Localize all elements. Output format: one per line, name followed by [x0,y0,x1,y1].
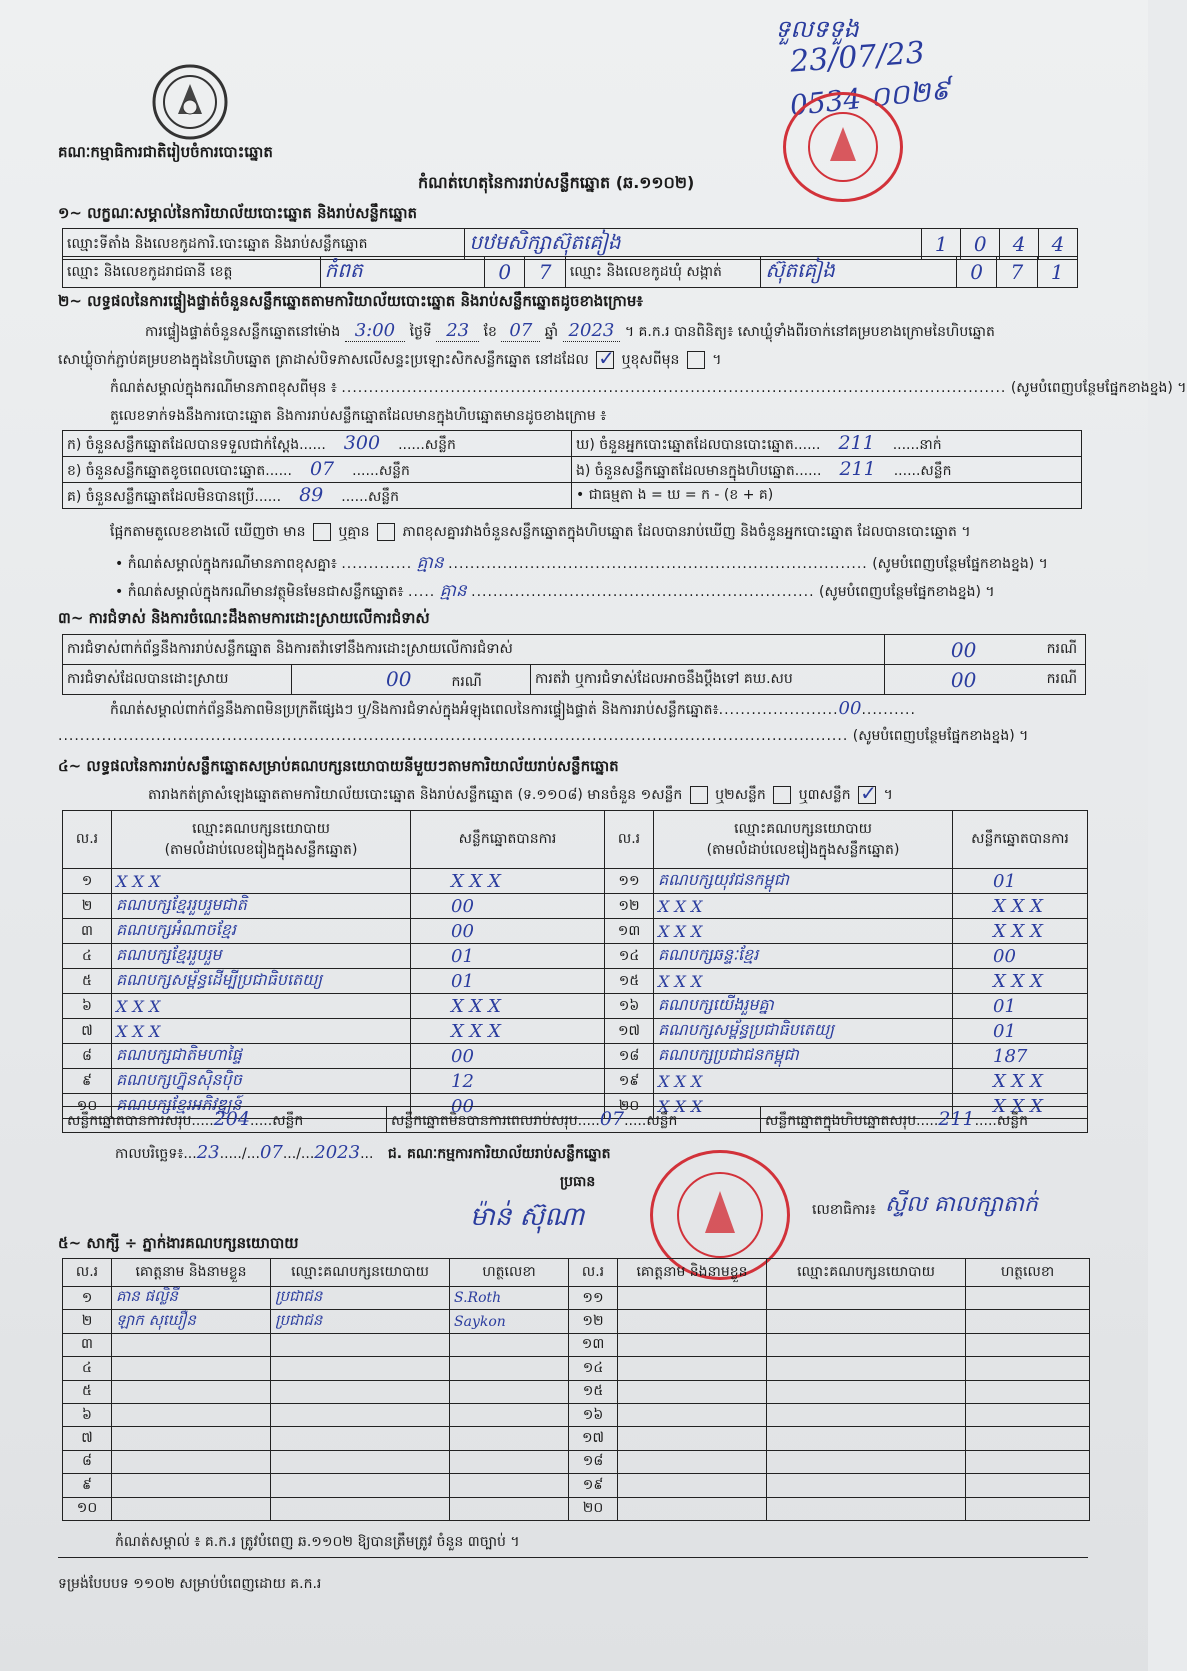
witness-party [767,1380,966,1403]
witness-signature [966,1497,1090,1520]
table-row [63,1287,1090,1310]
bullet-2-value: គ្មាន [439,581,467,601]
secretary-signature: ស្ទីល គាលក្សាតាក់ [885,1192,1038,1217]
witness-party [767,1310,966,1333]
witness-name [618,1333,767,1356]
table-row [63,1019,1088,1044]
party-votes: 00 [411,919,605,944]
witness-name [112,1497,271,1520]
party-votes: X X X [953,894,1088,919]
verify-time: 3:00 [345,320,405,342]
row-number: ៤ [63,944,112,969]
bullet-2: • កំណត់សម្គាល់ក្នុងករណីមានវត្ថុមិនមែនជាសន្លឹកឆ្នោត៖ ..... គ្មាន ............................................................... (សូមបំពេញបន្ថែមផ្នែកខាងខ្នង) ។ [115,581,995,601]
witness-signature [450,1380,569,1403]
verify-year: 2023 [563,320,621,342]
location-digit: 4 [1000,229,1039,260]
location-label: ឈ្មោះទីតាំង និងលេខកូដការិ.បោះឆ្នោត និងរាប់សន្លឹកឆ្នោត [63,229,465,260]
witness-name [618,1357,767,1380]
row-number: ៧ [63,1427,112,1450]
province-label: ឈ្មោះ និងលេខកូដរាជធានី ខេត្ត [63,257,321,288]
witness-signature [966,1403,1090,1426]
commune-label: ឈ្មោះ និងលេខកូដឃុំ សង្កាត់ [565,257,761,288]
commune-digit: 0 [956,257,996,288]
chair-signature: ម៉ាន់ ស៊ុណា [470,1202,585,1232]
row-number: ១៧ [605,1019,654,1044]
table-row [63,1450,1090,1473]
table-row [63,1044,1088,1069]
witness-name [112,1357,271,1380]
col-sign: ហត្ថលេខា [966,1259,1090,1287]
witness-party [271,1474,450,1497]
section2-title: ២~ លទ្ធផលនៃការផ្ទៀងផ្ទាត់ចំនួនសន្លឹកឆ្នោតតាមការិយាល័យបោះឆ្នោត និងរាប់សន្លឹកឆ្នោតដូចខាងក្រោម៖ [58,292,643,310]
witness-signature [450,1333,569,1356]
witness-name [618,1403,767,1426]
row-number: ៨ [63,1450,112,1473]
witness-signature [966,1450,1090,1473]
row-number: ១៣ [605,919,654,944]
party-name: គណបក្សខ្មែររួបរួមជាតិ [112,894,411,919]
section5-title: ៥~ សាក្សី ÷ ភ្នាក់ងារគណបក្សនយោបាយ [58,1234,299,1252]
chair-label: ប្រធាន [560,1174,596,1190]
col-no: ល.រ [605,811,654,869]
footer-form-ref: ទម្រង់បែបបទ ១១០២ សម្រាប់បំពេញដោយ គ.ក.រ [58,1576,322,1592]
witness-signature [966,1427,1090,1450]
row-number: ២ [63,894,112,919]
row-number: ១៥ [605,969,654,994]
verify-line: ការផ្ទៀងផ្ទាត់ចំនួនសន្លឹកឆ្នោតនៅម៉ោង 3:00 ថ្ងៃទី 23 ខែ 07 ឆ្នាំ 2023 ។ គ.ក.រ បានពិនិត្យ៖ សោឃ្លុំទាំងពីរចាក់នៅគម្របខាងក្រោមនៃហិបឆ្នោត [145,320,995,341]
table-row [63,1427,1090,1450]
row-number: ១២ [605,894,654,919]
row-number: ៧ [63,1019,112,1044]
section4-title: ៤~ លទ្ធផលនៃការរាប់សន្លឹកឆ្នោតសម្រាប់គណបក្សនយោបាយនីមួយៗតាមការិយាល័យរាប់សន្លឹកឆ្នោត [58,757,619,775]
row-number: ៩ [63,1474,112,1497]
witness-party [767,1497,966,1520]
row-number: ៣ [63,919,112,944]
table-row [63,869,1088,894]
section3-note-line2: ................................................................................................................................................. (សូមបំពេញបន្ថែមផ្នែកខាងខ្នង) ។ [58,728,1029,744]
witness-table [62,1258,1090,1521]
verify-line-2: សោឃ្លុំចាក់ភ្ជាប់គម្របខាងក្នុងនៃហិបឆ្នោត ត្រាដាស់បិទភាសលើសន្ទះប្រឡោះសិកសន្លឹកឆ្នោត នៅដដែល ✓ ឬខុសពីមុន ។ [58,346,722,370]
witness-party [271,1450,450,1473]
row-number: ៩ [63,1069,112,1094]
party-votes: 01 [953,869,1088,894]
check-mark-icon: ✓ [860,781,877,805]
party-votes: 12 [411,1069,605,1094]
party-name: គណបក្សជាតិមហាផ្ទៃ [112,1044,411,1069]
party-name: គណបក្សឆន្ទៈខ្មែរ [654,944,953,969]
province-digit: 0 [485,257,525,288]
table-row [63,1403,1090,1426]
witness-party [767,1427,966,1450]
party-votes: 00 [411,1094,605,1119]
one-sheet-checkbox[interactable] [690,786,708,804]
unit-case: ករណី [1043,635,1086,665]
section3-table [62,634,1086,695]
witness-name [618,1497,767,1520]
col-votes: សន្លឹកឆ្នោតបានការ [953,811,1088,869]
witness-signature [450,1403,569,1426]
commune-digit: 7 [997,257,1037,288]
handwritten-date: 23/07/23 [788,35,926,80]
party-votes: X X X [953,1094,1088,1119]
col-no: ល.រ [569,1259,618,1287]
party-votes: 00 [953,944,1088,969]
party-name: X X X [654,1094,953,1119]
party-votes: 01 [953,1019,1088,1044]
row-number: ១៨ [605,1044,654,1069]
row-number: ១៩ [569,1474,618,1497]
handwritten-code: 0534 ០០២៩ [788,72,952,123]
bullet-1-value: គ្មាន [416,553,444,573]
party-name: គណបក្សយើងរួមគ្នា [654,994,953,1019]
party-name: គណបក្សខ្មែររួបរួម [112,944,411,969]
verify-day: 23 [436,320,479,342]
total-valid: សន្លឹកឆ្នោតបានការសរុប.....204.....សន្លឹក [63,1107,387,1133]
witness-party: ប្រជាជន [271,1310,450,1333]
row-number: ១៦ [605,994,654,1019]
signature-date: កាលបរិច្ឆេទ៖...23...../...07.../...2023... ជ. គណៈកម្មការការិយាល័យរាប់សន្លឹកឆ្នោត [115,1142,611,1163]
witness-name [618,1287,767,1310]
witness-name [618,1474,767,1497]
row-number: ១១ [605,869,654,894]
witness-signature [966,1287,1090,1310]
witness-name [112,1450,271,1473]
party-name: X X X [654,919,953,944]
witness-name [112,1474,271,1497]
col-no: ល.រ [63,1259,112,1287]
check-mark-icon: ✓ [598,346,615,370]
row-number: ៥ [63,1380,112,1403]
party-votes: 00 [411,894,605,919]
table-row [63,894,1088,919]
witness-signature: S.Roth [450,1287,569,1310]
col-name: គោត្តនាម និងនាមខ្លួន [112,1259,271,1287]
three-sheet-checkbox[interactable] [858,781,877,805]
objection-row2-label: ការជំទាស់ដែលបានដោះស្រាយ [63,665,292,695]
table-row [63,1333,1090,1356]
row-number: ៥ [63,969,112,994]
total-invalid: សន្លឹកឆ្នោតមិនបានការពេលរាប់សរុប.....07.....សន្លឹក [387,1107,761,1133]
witness-name [618,1427,767,1450]
nec-logo [150,62,230,142]
party-votes: X X X [953,969,1088,994]
counts-table [62,430,1082,509]
location-digit: 0 [961,229,1000,260]
col-name: គោត្តនាម និងនាមខ្លួន [618,1259,767,1287]
province-digit: 7 [525,257,565,288]
witness-party [767,1333,966,1356]
col-party: ឈ្មោះគណបក្សនយោបាយ (តាមលំដាប់លេខរៀងក្នុងសន្លឹកឆ្នោត) [112,811,411,869]
diff-note-line: កំណត់សម្គាល់ក្នុងករណីមានភាពខុសពីមុន ៖ .......................................................................................................................... (សូមបំពេញបន្ថែមផ្នែកខាងខ្នង) ។ [110,380,1187,396]
diff-line: ផ្អែកតាមតួលេខខាងលើ ឃើញថា មាន ឬគ្មាន ភាពខុសគ្នារវាងចំនួនសន្លឹកឆ្នោតក្នុងហិបឆ្នោត ដែលបានរាប់ឃើញ និងចំនួនអ្នកបោះឆ្នោត ដែលបានបោះឆ្នោត ។ [110,524,971,540]
party-votes: 01 [411,944,605,969]
two-sheet-checkbox[interactable] [773,786,791,804]
party-name: គណបក្សយុវជនកម្ពុជា [654,869,953,894]
party-name: X X X [112,869,411,894]
section1-title: ១~ លក្ខណៈសម្គាល់នៃការិយាល័យបោះឆ្នោត និងរាប់សន្លឹកឆ្នោត [58,204,418,222]
row-number: ៨ [63,1044,112,1069]
unit-case: ករណី [1043,665,1086,695]
table-row [63,1310,1090,1333]
province-value: កំពត [320,257,485,288]
party-votes: 01 [411,969,605,994]
objection-row1-label: ការជំទាស់ពាក់ព័ន្ធនឹងការរាប់សន្លឹកឆ្នោត និងការតវ៉ាទៅនឹងការដោះស្រាយលើការជំទាស់ [63,635,885,665]
party-votes: X X X [411,994,605,1019]
party-name: X X X [112,994,411,1019]
verify-month: 07 [501,320,540,342]
row-number: ៦ [63,1403,112,1426]
counts-intro: តួលេខទាក់ទងនឹងការបោះឆ្នោត និងការរាប់សន្លឹកឆ្នោតដែលមានក្នុងហិបឆ្នោតមានដូចខាងក្រោម ៖ [110,408,607,424]
row-number: ២ [63,1310,112,1333]
witness-name [618,1380,767,1403]
row-number: ១៩ [605,1069,654,1094]
bullet-1: • កំណត់សម្គាល់ក្នុងករណីមានភាពខុសគ្នា៖ ............. គ្មាន ............................................................................. (សូមបំពេញបន្ថែមផ្នែកខាងខ្នង) ។ [115,553,1048,573]
col-votes: សន្លឹកឆ្នោតបានការ [411,811,605,869]
witness-party [271,1497,450,1520]
location-value: បឋមសិក្សាស៊ុតគៀង [465,229,922,260]
location-digit: 1 [922,229,961,260]
row-number: ១៦ [569,1403,618,1426]
commune-digit: 1 [1037,257,1077,288]
witness-signature [966,1474,1090,1497]
witness-signature [966,1357,1090,1380]
total-box: សន្លឹកឆ្នោតក្នុងហិបឆ្នោតសរុប.....211.....សន្លឹក [761,1107,1088,1133]
party-name: X X X [654,969,953,994]
objection-row2-value: 00 ករណី [292,665,531,695]
row-number: ១០ [63,1094,112,1119]
witness-party [271,1403,450,1426]
col-party: ឈ្មោះគណបក្សនយោបាយ (តាមលំដាប់លេខរៀងក្នុងសន្លឹកឆ្នោត) [654,811,953,869]
witness-signature [450,1427,569,1450]
party-name: គណបក្សអំណាចខ្មែរ [112,919,411,944]
row-number: ១ [63,1287,112,1310]
table-row [63,1474,1090,1497]
party-name: គណបក្សប្រជាជនកម្ពុជា [654,1044,953,1069]
row-number: ៤ [63,1357,112,1380]
witness-name [112,1403,271,1426]
row-number: ១៤ [569,1357,618,1380]
witness-party [271,1357,450,1380]
party-name: គណបក្សខ្មែរអភិវឌ្ឍន៍ [112,1094,411,1119]
location-digit: 4 [1039,229,1078,260]
witness-party [767,1403,966,1426]
witness-signature [966,1380,1090,1403]
table-row [63,944,1088,969]
same-checkbox[interactable] [596,346,615,370]
count-b: ខ) ចំនួនសន្លឹកឆ្នោតខូចពេលបោះឆ្នោត...... 07 ......សន្លឹក [63,457,572,483]
row-number: ១៨ [569,1450,618,1473]
count-d: ឃ) ចំនួនអ្នកបោះឆ្នោតដែលបានបោះឆ្នោត...... 211 ......នាក់ [572,431,1082,457]
footer-divider [58,1557,1088,1558]
table-row [63,1357,1090,1380]
col-no: ល.រ [63,811,112,869]
count-a: ក) ចំនួនសន្លឹកឆ្នោតដែលបានទទួលជាក់ស្តែង...... 300 ......សន្លឹក [63,431,572,457]
section3-title: ៣~ ការជំទាស់ និងការចំណេះដឹងតាមការដោះស្រាយលើការជំទាស់ [58,609,430,627]
witness-name [112,1427,271,1450]
witness-signature [450,1450,569,1473]
row-number: ២០ [569,1497,618,1520]
party-name: គណបក្សសម្ព័ន្ធប្រជាធិបតេយ្យ [654,1019,953,1044]
witness-signature [966,1333,1090,1356]
witness-party [767,1357,966,1380]
no-diff-checkbox[interactable] [377,523,395,541]
official-seal-top [783,92,903,202]
party-votes: X X X [953,919,1088,944]
count-e: ង) ចំនួនសន្លឹកឆ្នោតដែលមានក្នុងហិបឆ្នោត...... 211 ......សន្លឹក [572,457,1082,483]
results-table [62,810,1088,1119]
col-party: ឈ្មោះគណបក្សនយោបាយ [271,1259,450,1287]
witness-signature [450,1357,569,1380]
party-name: គណបក្សសម្ព័ន្ធដើម្បីប្រជាធិបតេយ្យ [112,969,411,994]
different-checkbox[interactable] [687,351,705,369]
witness-party [767,1450,966,1473]
table-row [63,1069,1088,1094]
row-number: ១៧ [569,1427,618,1450]
witness-party [271,1427,450,1450]
witness-name [618,1450,767,1473]
objection-appeal-value: 00 [884,665,1043,695]
section1-table-row2 [62,256,1078,288]
row-number: ៦ [63,994,112,1019]
party-votes: X X X [953,1069,1088,1094]
row-number: ១៥ [569,1380,618,1403]
row-number: ៣ [63,1333,112,1356]
party-votes: X X X [411,869,605,894]
witness-name [112,1380,271,1403]
col-party: ឈ្មោះគណបក្សនយោបាយ [767,1259,966,1287]
party-votes: 00 [411,1044,605,1069]
witness-signature: Saykon [450,1310,569,1333]
row-number: ១០ [63,1497,112,1520]
witness-signature [450,1474,569,1497]
table-row [63,1497,1090,1520]
witness-name: ឡាក សុឃឿន [112,1310,271,1333]
witness-name: គាន ផល្លិនី [112,1287,271,1310]
handwritten-place: ទួលទទួង [775,15,859,43]
row-number: ១ [63,869,112,894]
results-totals [62,1106,1088,1133]
party-votes: X X X [411,1019,605,1044]
witness-party [271,1380,450,1403]
witness-party: ប្រជាជន [271,1287,450,1310]
row-number: ១២ [569,1310,618,1333]
table-row [63,994,1088,1019]
witness-signature [966,1310,1090,1333]
col-sign: ហត្ថលេខា [450,1259,569,1287]
section4-intro: តារាងកត់ត្រាសំឡេងឆ្នោតតាមការិយាល័យបោះឆ្នោត និងរាប់សន្លឹកឆ្នោត (ទ.១១០៨) មានចំនួន ១សន្លឹក ឬ២សន្លឹក ឬ៣សន្លឹក ✓ ។ [148,781,893,805]
objection-appeal-label: ការតវ៉ា ឬការជំទាស់ដែលអាចនឹងប្ដឹងទៅ គឃ.សប [531,665,885,695]
row-number: ២០ [605,1094,654,1119]
row-number: ១៣ [569,1333,618,1356]
witness-party [767,1474,966,1497]
witness-party [271,1333,450,1356]
commune-value: ស៊ុតគៀង [761,257,957,288]
form-title: កំណត់ហេតុនៃការរាប់សន្លឹកឆ្នោត (ឆ.១១០២) [418,173,695,192]
witness-party [767,1287,966,1310]
section3-note: កំណត់សម្គាល់ពាក់ព័ន្ធនឹងភាពមិនប្រក្រតីផ្សេងៗ ឬ/និងការជំទាស់ក្នុងអំឡុងពេលនៃការផ្ទៀងផ្ទាត់ និងការរាប់សន្លឹកឆ្នោត៖......................00.......... [110,698,916,719]
row-number: ១៤ [605,944,654,969]
party-votes: 01 [953,994,1088,1019]
table-row [63,919,1088,944]
party-name: X X X [654,894,953,919]
objection-row1-value: 00 [884,635,1043,665]
table-row [63,969,1088,994]
count-formula: • ជាធម្មតា ង = ឃ = ក - (ខ + គ) [572,483,1082,509]
party-name: X X X [654,1069,953,1094]
witness-signature [450,1497,569,1520]
party-name: X X X [112,1019,411,1044]
witness-name [112,1333,271,1356]
footer-note: កំណត់សម្គាល់ ៖ គ.ក.រ ត្រូវបំពេញ ឆ.១១០២ ឱ្យបានត្រឹមត្រូវ ចំនួន ៣ច្បាប់ ។ [115,1534,520,1550]
count-c: គ) ចំនួនសន្លឹកឆ្នោតដែលមិនបានប្រើ...... 89 ......សន្លឹក [63,483,572,509]
has-diff-checkbox[interactable] [313,523,331,541]
table-row [63,1380,1090,1403]
row-number: ១១ [569,1287,618,1310]
witness-name [618,1310,767,1333]
secretary-label: លេខាធិការ៖ [812,1202,876,1218]
party-votes: 187 [953,1044,1088,1069]
party-name: គណបក្សហ្វ៊ុនស៊ិនប៉ិច [112,1069,411,1094]
committee-name: គណៈកម្មាធិការជាតិរៀបចំការបោះឆ្នោត [58,143,273,161]
